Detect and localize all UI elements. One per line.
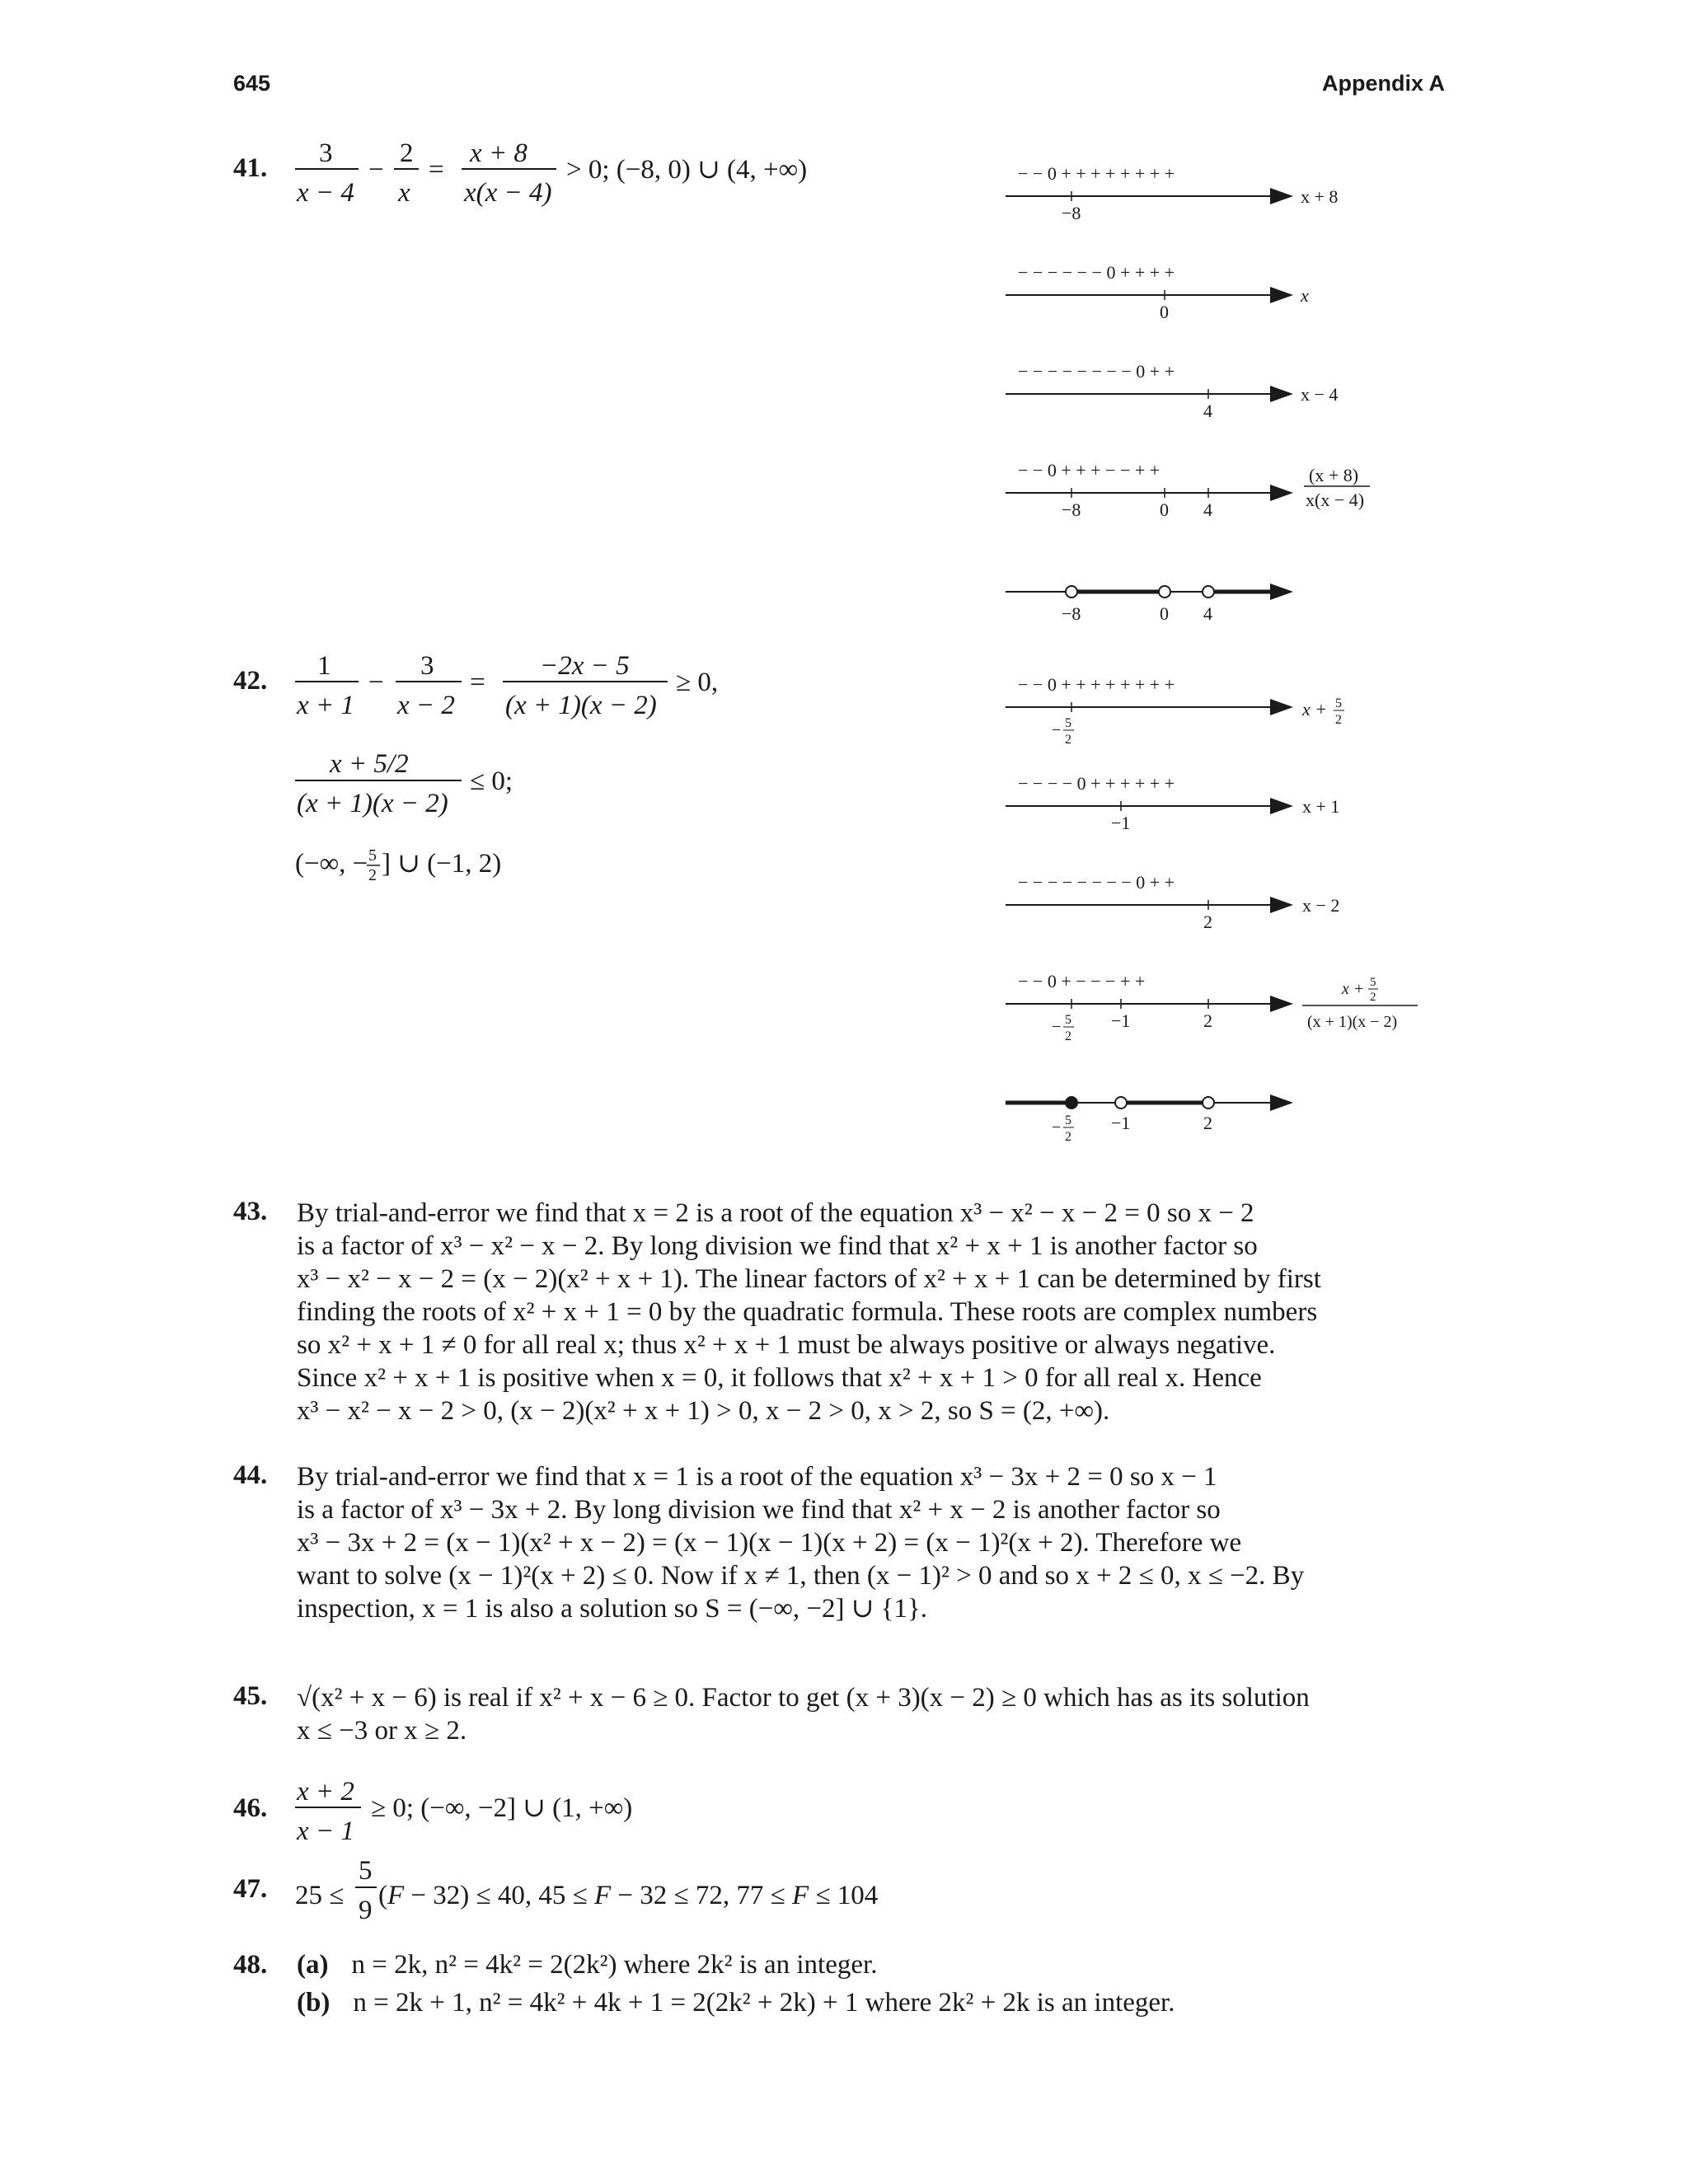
svg-text:− − − − 0 + + + + + +: − − − − 0 + + + + + + xyxy=(1018,773,1175,794)
svg-text:4: 4 xyxy=(1203,499,1212,520)
svg-text:(x + 1)(x − 2): (x + 1)(x − 2) xyxy=(1307,1013,1398,1031)
svg-text:−: − xyxy=(368,668,384,697)
problem-number: 44. xyxy=(233,1460,268,1490)
svg-text:−1: −1 xyxy=(1111,813,1131,833)
svg-text:(F − 32) ≤ 40, 45 ≤ F − 32 ≤ 7: (F − 32) ≤ 40, 45 ≤ F − 32 ≤ 72, 77 ≤ F ≤ 104 xyxy=(378,1881,879,1910)
sign-row xyxy=(1006,361,1338,421)
svg-text:2: 2 xyxy=(1065,733,1071,747)
svg-text:5: 5 xyxy=(1065,1113,1071,1127)
sign-chart-42 xyxy=(997,668,1426,1179)
svg-text:x + 8: x + 8 xyxy=(1301,186,1339,207)
svg-text:5: 5 xyxy=(368,846,377,865)
svg-text:0: 0 xyxy=(1160,603,1169,624)
sign-row xyxy=(1006,872,1339,932)
solution-number-line xyxy=(1006,1097,1290,1144)
svg-text:2: 2 xyxy=(1370,991,1376,1004)
svg-text:5: 5 xyxy=(359,1856,373,1886)
svg-text:4: 4 xyxy=(1203,401,1212,421)
svg-text:2: 2 xyxy=(1065,1029,1071,1043)
svg-text:(x + 8): (x + 8) xyxy=(1309,465,1359,485)
svg-text:− − 0 + + + + + + + +: − − 0 + + + + + + + + xyxy=(1018,674,1175,695)
problem-number: 42. xyxy=(233,666,268,696)
problem-42-equation xyxy=(293,644,787,908)
problem-41-equation xyxy=(293,132,886,214)
svg-text:− − − − − − 0 + + + +: − − − − − − 0 + + + + xyxy=(1018,262,1175,283)
problem-45-solution: √(x² + x − 6) is real if x² + x − 6 ≥ 0. Factor to get (x + 3)(x − 2) ≥ 0 which has as its solution x ≤ −3 or x ≥ 2. xyxy=(297,1683,1310,1746)
svg-text:x − 4: x − 4 xyxy=(297,178,354,208)
sign-row xyxy=(1006,674,1344,747)
svg-text:0: 0 xyxy=(1160,499,1169,520)
svg-text:−: − xyxy=(1052,721,1062,739)
svg-text:− − 0 + + + − − + +: − − 0 + + + − − + + xyxy=(1018,460,1160,480)
svg-text:−: − xyxy=(1052,1018,1062,1036)
problem-46-equation xyxy=(293,1770,787,1853)
svg-text:− − − − − − − − 0 + +: − − − − − − − − 0 + + xyxy=(1018,361,1175,382)
svg-text:−: − xyxy=(1052,1118,1062,1137)
svg-text:x: x xyxy=(398,178,410,208)
problem-number: 45. xyxy=(233,1681,268,1711)
problem-number: 46. xyxy=(233,1793,268,1823)
svg-text:−1: −1 xyxy=(1111,1010,1131,1031)
svg-text:2: 2 xyxy=(368,866,377,884)
problem-number: 48. xyxy=(233,1950,268,1980)
svg-text:x(x − 4): x(x − 4) xyxy=(464,178,552,208)
running-head: Appendix A xyxy=(1321,71,1445,96)
sign-chart-41 xyxy=(997,157,1409,635)
svg-text:− − 0 + + + + + + + +: − − 0 + + + + + + + + xyxy=(1018,163,1175,184)
svg-text:1: 1 xyxy=(317,651,331,681)
svg-text:(x + 1)(x − 2): (x + 1)(x − 2) xyxy=(505,691,657,720)
problem-44-solution: By trial-and-error we find that x = 1 is a root of the equation x³ − 3x + 2 = 0 so x − 1 is a factor of x³ − 3x + 2. By long division we find that x² + x − 2 is another factor so x³ − 3x + 2 = (x − 1)(x² + x − 2) = (x − 1)(x − 1)(x + 2) = (x − 1)²(x + 2). Therefore we want to solve (x − 1)²(x + 2) ≤ 0. Now if x ≠ 1, then (x − 1)² > 0 and so x + 2 ≤ 0, x ≤ −2. By inspection, x = 1 is also a solution so S = (−∞, −2] ∪ {1}. xyxy=(297,1462,1305,1624)
problem-48a: (a) n = 2k, n² = 4k² = 2(2k²) where 2k² is an integer. xyxy=(297,1950,878,1980)
problem-number: 43. xyxy=(233,1197,268,1226)
svg-text:(x + 1)(x − 2): (x + 1)(x − 2) xyxy=(297,789,448,818)
problem-48b: (b) n = 2k + 1, n² = 4k² + 4k + 1 = 2(2k² + 2k) + 1 where 2k² + 2k is an integer. xyxy=(297,1988,1175,2018)
svg-text:−: − xyxy=(368,155,384,185)
svg-text:x + 1: x + 1 xyxy=(297,691,354,720)
svg-text:x − 4: x − 4 xyxy=(1301,384,1339,405)
svg-text:=: = xyxy=(470,668,485,697)
svg-text:5: 5 xyxy=(1335,696,1342,710)
problem-47-equation xyxy=(293,1843,1034,1933)
svg-text:≥ 0; (−∞, −2] ∪ (1, +∞): ≥ 0; (−∞, −2] ∪ (1, +∞) xyxy=(371,1793,633,1823)
svg-text:x + 8: x + 8 xyxy=(470,138,528,168)
part-label: (a) xyxy=(297,1950,329,1980)
problem-number: 47. xyxy=(233,1874,268,1904)
svg-text:−8: −8 xyxy=(1062,499,1081,520)
part-label: (b) xyxy=(297,1988,331,2018)
svg-text:(−∞, −: (−∞, − xyxy=(295,849,368,879)
svg-text:2: 2 xyxy=(1065,1130,1071,1144)
svg-text:> 0; (−8, 0) ∪ (4, +∞): > 0; (−8, 0) ∪ (4, +∞) xyxy=(566,155,808,185)
svg-text:9: 9 xyxy=(359,1896,373,1925)
svg-text:x − 2: x − 2 xyxy=(397,691,455,720)
sign-row xyxy=(1006,262,1309,322)
svg-text:− − − − − − − − 0 + +: − − − − − − − − 0 + + xyxy=(1018,872,1175,893)
svg-text:−1: −1 xyxy=(1111,1113,1131,1133)
svg-text:2: 2 xyxy=(1335,713,1342,727)
svg-text:2: 2 xyxy=(1203,1113,1212,1133)
svg-text:2: 2 xyxy=(1203,912,1212,932)
svg-text:5: 5 xyxy=(1065,716,1071,730)
svg-text:x: x xyxy=(1301,285,1309,306)
page-number: 645 xyxy=(233,71,271,96)
svg-text:3: 3 xyxy=(319,138,333,168)
svg-text:x − 1: x − 1 xyxy=(297,1816,354,1846)
svg-text:x +: x + xyxy=(1302,699,1328,719)
svg-text:≤ 0;: ≤ 0; xyxy=(470,766,513,796)
svg-text:x(x − 4): x(x − 4) xyxy=(1306,490,1365,510)
sign-row xyxy=(1006,163,1338,223)
problem-43-solution: By trial-and-error we find that x = 2 is a root of the equation x³ − x² − x − 2 = 0 so x − 2 is a factor of x³ − x² − x − 2. By long division we find that x² + x + 1 is another factor so x³ − x² − x − 2 = (x − 2)(x² + x + 1). The linear factors of x² + x + 1 can be determined by first finding the roots of x² + x + 1 = 0 by the quadratic formula. These roots are complex numbers so x² + x + 1 ≠ 0 for all real x; thus x² + x + 1 must be always positive or always negative. Since x² + x + 1 is positive when x = 0, it follows that x² + x + 1 > 0 for all real x. Hence x³ − x² − x − 2 > 0, (x − 2)(x² + x + 1) > 0, x − 2 > 0, x > 2, so S = (2, +∞). xyxy=(297,1198,1321,1426)
svg-text:x + 2: x + 2 xyxy=(297,1777,354,1807)
svg-text:=: = xyxy=(429,155,444,185)
svg-text:− − 0 + − − − + +: − − 0 + − − − + + xyxy=(1018,971,1146,991)
svg-text:≥ 0,: ≥ 0, xyxy=(676,668,719,697)
svg-text:x − 2: x − 2 xyxy=(1302,895,1340,916)
svg-text:−8: −8 xyxy=(1062,603,1081,624)
svg-text:2: 2 xyxy=(400,138,414,168)
sign-row xyxy=(1006,773,1339,833)
svg-text:0: 0 xyxy=(1160,302,1169,322)
svg-text:2: 2 xyxy=(1203,1010,1212,1031)
svg-text:4: 4 xyxy=(1203,603,1212,624)
svg-text:5: 5 xyxy=(1065,1013,1071,1027)
svg-text:−8: −8 xyxy=(1062,203,1081,223)
sign-row xyxy=(1006,460,1370,520)
svg-text:x + 5/2: x + 5/2 xyxy=(330,749,409,779)
svg-text:−2x − 5: −2x − 5 xyxy=(540,651,630,681)
sign-row xyxy=(1006,971,1418,1043)
svg-text:25 ≤: 25 ≤ xyxy=(295,1881,345,1910)
problem-number: 41. xyxy=(233,153,268,183)
svg-text:] ∪ (−1, 2): ] ∪ (−1, 2) xyxy=(382,849,502,879)
svg-text:3: 3 xyxy=(420,651,434,681)
svg-text:x + 1: x + 1 xyxy=(1302,796,1340,817)
svg-text:x +: x + xyxy=(1342,980,1365,998)
svg-text:5: 5 xyxy=(1370,976,1376,989)
solution-number-line xyxy=(1006,586,1290,624)
